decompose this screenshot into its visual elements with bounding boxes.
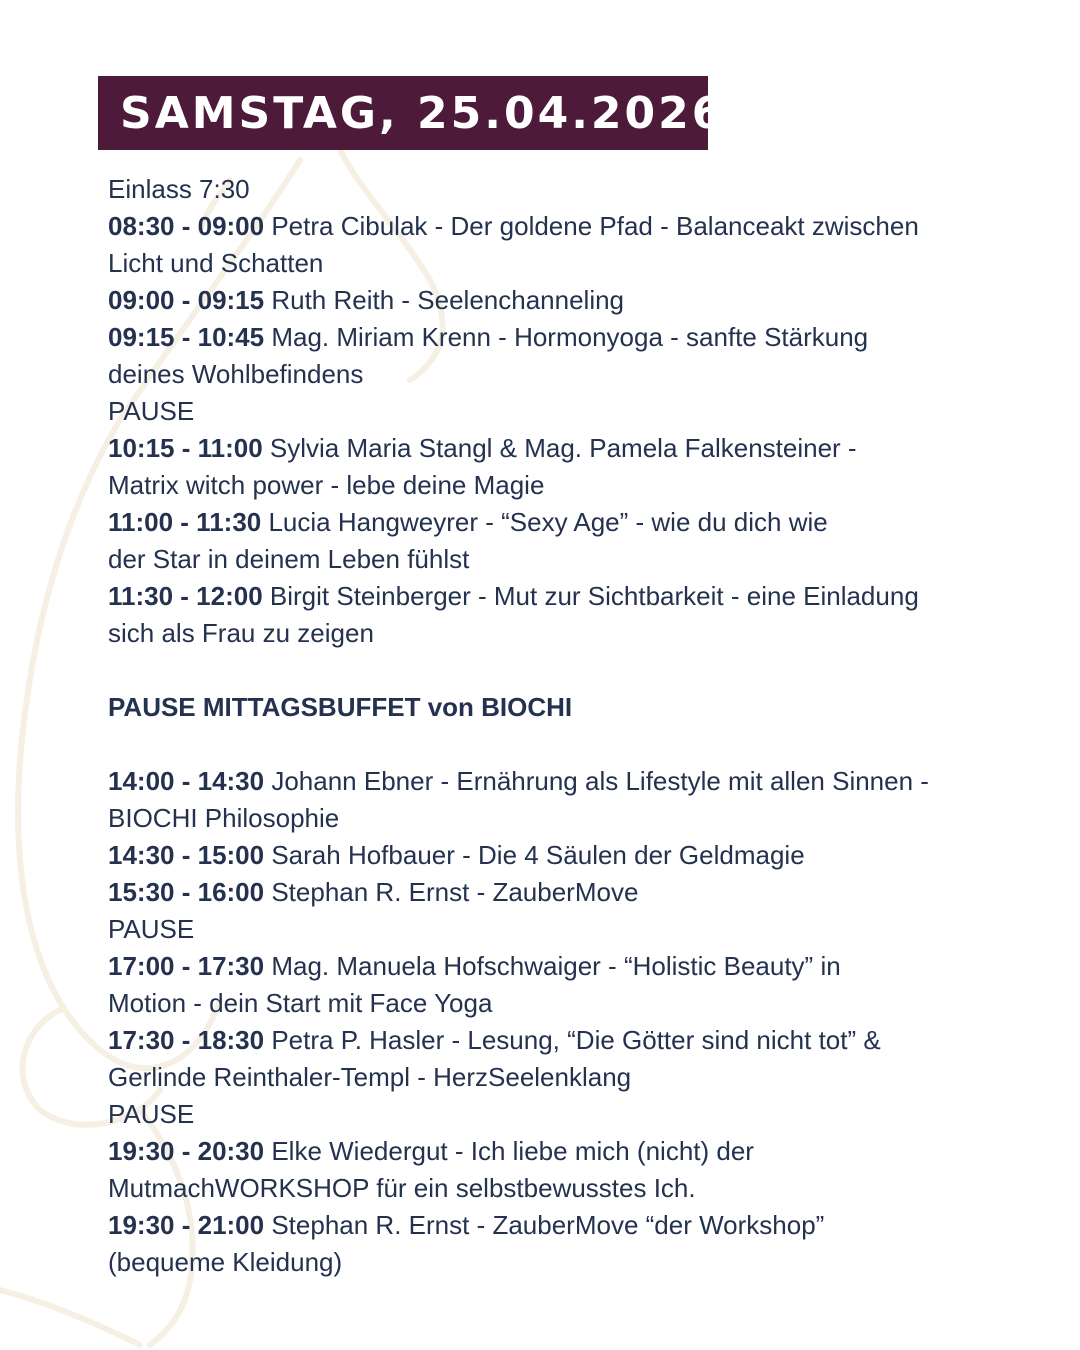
- time-slot: 17:00 - 17:30: [108, 951, 265, 981]
- session-title: Sylvia Maria Stangl & Mag. Pamela Falkensteiner -: [269, 433, 857, 463]
- session-title: Mag. Manuela Hofschwaiger - “Holistic Beauty” in: [271, 951, 841, 981]
- list-item: [108, 837, 968, 874]
- list-item: [108, 319, 968, 356]
- spacer: [108, 726, 968, 763]
- list-item: [108, 208, 968, 245]
- session-title: Lucia Hangweyrer - “Sexy Age” - wie du dich wie: [268, 507, 828, 537]
- list-item: [108, 578, 968, 615]
- session-title: Birgit Steinberger - Mut zur Sichtbarkeit - eine Einladung: [269, 581, 919, 611]
- session-title-continuation: der Star in deinem Leben fühlst: [108, 544, 470, 574]
- session-title: Johann Ebner - Ernährung als Lifestyle mit allen Sinnen -: [271, 766, 929, 796]
- pause-label: PAUSE: [108, 1099, 195, 1129]
- list-item: [108, 282, 968, 319]
- list-item: [108, 1022, 968, 1059]
- session-title: Elke Wiedergut - Ich liebe mich (nicht) der: [271, 1136, 754, 1166]
- session-title: Sarah Hofbauer - Die 4 Säulen der Geldmagie: [271, 840, 805, 870]
- list-item: [108, 1133, 968, 1170]
- time-slot: 14:30 - 15:00: [108, 840, 265, 870]
- session-title-continuation: BIOCHI Philosophie: [108, 803, 340, 833]
- list-item: [108, 504, 968, 541]
- session-title-continuation: Matrix witch power - lebe deine Magie: [108, 470, 545, 500]
- time-slot: 10:15 - 11:00: [108, 433, 263, 463]
- session-title-continuation: Gerlinde Reinthaler-Templ - HerzSeelenklang: [108, 1062, 632, 1092]
- session-title: Petra P. Hasler - Lesung, “Die Götter sind nicht tot” &: [271, 1025, 881, 1055]
- time-slot: 17:30 - 18:30: [108, 1025, 265, 1055]
- time-slot: 11:00 - 11:30: [108, 507, 262, 537]
- session-title: Mag. Miriam Krenn - Hormonyoga - sanfte Stärkung: [271, 322, 869, 352]
- list-item: [108, 948, 968, 985]
- session-title: Stephan R. Ernst - ZauberMove: [271, 877, 639, 907]
- time-slot: 09:00 - 09:15: [108, 285, 265, 315]
- time-slot: 08:30 - 09:00: [108, 211, 265, 241]
- list-item: [108, 874, 968, 911]
- time-slot: 19:30 - 20:30: [108, 1136, 265, 1166]
- list-item: [108, 763, 968, 800]
- session-title: Ruth Reith - Seelenchanneling: [271, 285, 625, 315]
- session-title-continuation: Motion - dein Start mit Face Yoga: [108, 988, 493, 1018]
- pause-label: PAUSE: [108, 914, 195, 944]
- page-title: SAMSTAG, 25.04.2026: [120, 87, 726, 139]
- time-slot: 19:30 - 21:00: [108, 1210, 265, 1240]
- session-title-continuation: MutmachWORKSHOP für ein selbstbewusstes Ich.: [108, 1173, 696, 1203]
- session-title-continuation: (bequeme Kleidung): [108, 1247, 343, 1277]
- session-title-continuation: sich als Frau zu zeigen: [108, 618, 374, 648]
- pause-label: PAUSE: [108, 396, 195, 426]
- session-title: Petra Cibulak - Der goldene Pfad - Balanceakt zwischen: [271, 211, 919, 241]
- time-slot: 15:30 - 16:00: [108, 877, 265, 907]
- entry-time: Einlass 7:30: [108, 174, 250, 204]
- list-item: [108, 1207, 968, 1244]
- lunch-break: PAUSE MITTAGSBUFFET von BIOCHI: [108, 692, 573, 722]
- schedule-list: [108, 171, 968, 1281]
- session-title: Stephan R. Ernst - ZauberMove “der Workshop”: [271, 1210, 825, 1240]
- spacer: [108, 652, 968, 689]
- time-slot: 11:30 - 12:00: [108, 581, 263, 611]
- date-banner: [98, 76, 726, 150]
- time-slot: 09:15 - 10:45: [108, 322, 265, 352]
- session-title-continuation: deines Wohlbefindens: [108, 359, 364, 389]
- time-slot: 14:00 - 14:30: [108, 766, 265, 796]
- session-title-continuation: Licht und Schatten: [108, 248, 324, 278]
- list-item: [108, 430, 968, 467]
